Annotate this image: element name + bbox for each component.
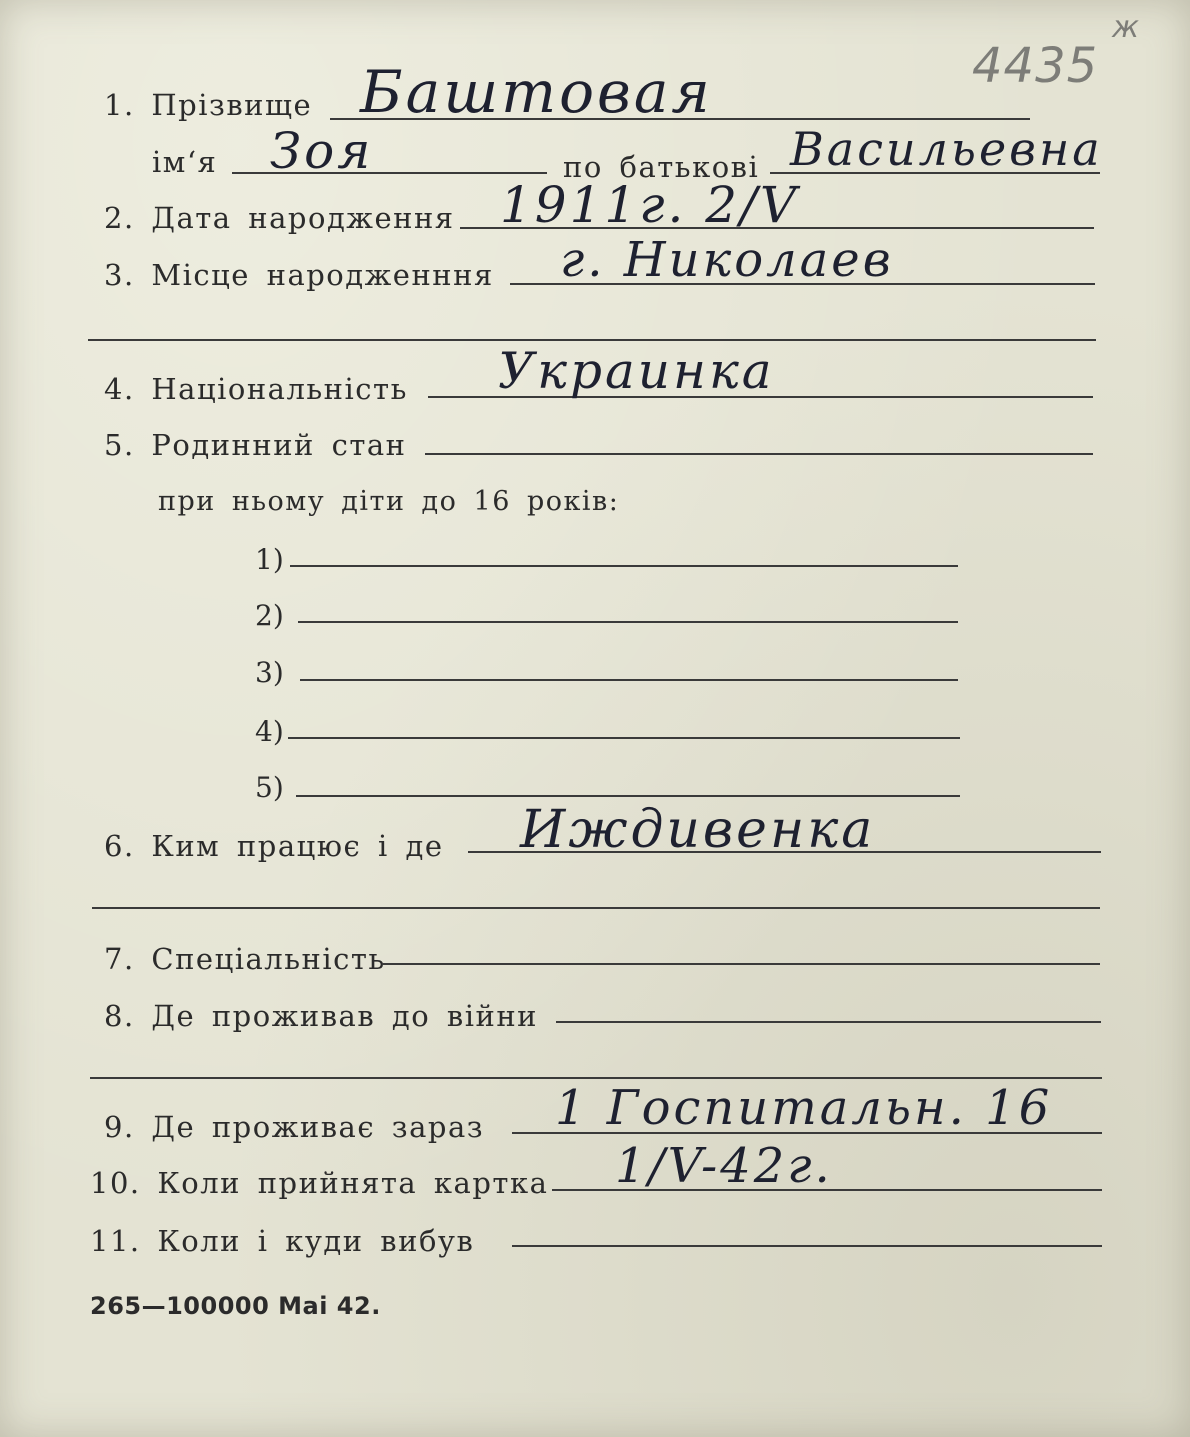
child-3-label: 3) [255,656,284,689]
prewar-residence-continuation-line [90,1077,1102,1079]
child-1-line [290,565,958,567]
print-code: 265—100000 Mai 42. [90,1292,381,1320]
patronymic-label: по батькові [563,150,760,184]
specialty-label: 7. Спеціальність [104,942,386,976]
birth-place-label: 3. Місце народженння [104,258,494,292]
card-accepted-label: 10. Коли прийнята картка [90,1166,549,1200]
nationality-label: 4. Національність [104,372,408,406]
child-5-label: 5) [255,771,284,804]
birth-place-continuation-line [88,339,1096,341]
occupation-value: Иждивенка [520,800,876,860]
birth-date-label: 2. Дата народження [104,201,455,235]
children-heading: при ньому діти до 16 років: [158,486,620,517]
occupation-continuation-line [92,907,1100,909]
child-4-line [288,737,960,739]
surname-value: Баштовая [360,58,713,126]
child-2-label: 2) [255,599,284,632]
surname-label: 1. Прізвище [104,88,313,122]
marital-status-line [425,453,1093,455]
birth-date-value: 1911г. 2/V [500,176,800,234]
marital-status-label: 5. Родинний стан [104,428,407,462]
patronymic-value: Васильевна [790,122,1103,176]
card-accepted-value: 1/V-42г. [615,1138,833,1194]
departure-label: 11. Коли і куди вибув [90,1224,475,1258]
birth-place-value: г. Николаев [560,232,894,288]
prewar-residence-line [556,1021,1101,1023]
child-2-line [298,621,958,623]
child-4-label: 4) [255,715,284,748]
departure-line [512,1245,1102,1247]
current-residence-label: 9. Де проживає зараз [104,1110,485,1144]
nationality-value: Украинка [498,342,775,400]
archive-number-suffix: ж [1112,10,1141,45]
occupation-label: 6. Ким працює і де [104,829,444,863]
child-1-label: 1) [255,543,284,576]
archive-number: 4435 [972,38,1099,94]
specialty-line [382,963,1100,965]
child-3-line [300,679,958,681]
child-5-line [296,795,960,797]
first-name-label: ім‘я [152,145,218,179]
current-residence-value: 1 Госпитальн. 16 [555,1080,1053,1136]
first-name-value: Зоя [270,122,374,180]
prewar-residence-label: 8. Де проживав до війни [104,999,538,1033]
